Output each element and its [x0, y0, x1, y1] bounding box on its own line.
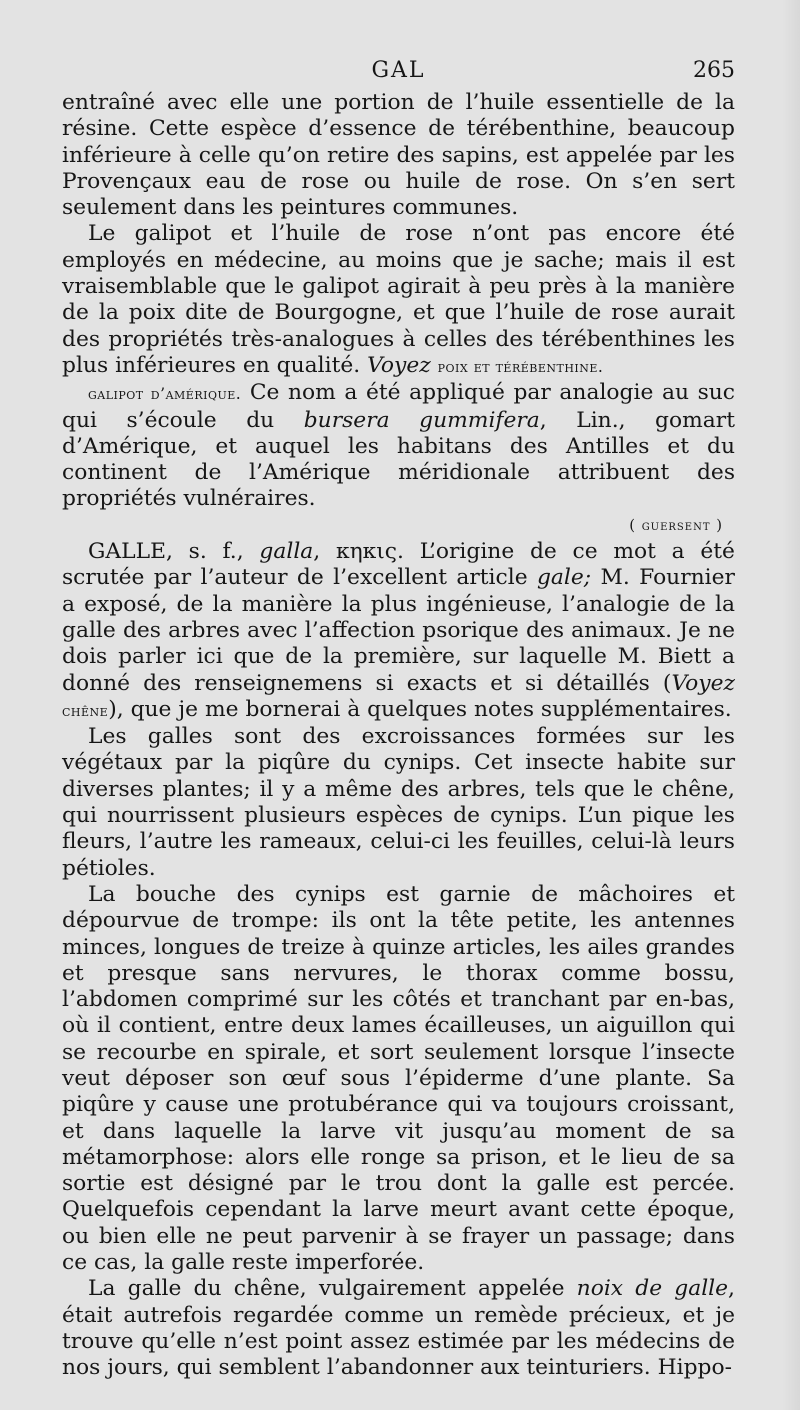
- galle-text-a: L’origine de ce mot a été scrutée par l’auteur de l’excellent article: [62, 539, 735, 591]
- main-text: [62, 90, 735, 1382]
- greek-term: , κηκις.: [313, 539, 404, 565]
- signature-line: [62, 513, 735, 539]
- article-reference: gale;: [536, 565, 592, 591]
- paragraph-galls-description: Les galles sont des excroissances formées sur les végétaux par la piqûre du cynips. Cet insecte habite sur diverses plantes; il y a même des arbres, tels que le chêne, qui nourrissent plusieurs espèces de cynips. L’un pique les fleurs, l’autre les rameaux, celui-ci les feuilles, celui-là leurs pétioles.: [62, 724, 735, 881]
- entry-galipot-amerique: [62, 380, 735, 539]
- entry-text-b: , Lin., gomart d’Amérique, et auquel les habitans des Antilles et du continent de l’Amérique méridionale attribuent des propriétés vulnéraires.: [62, 407, 735, 512]
- running-head: GAL: [371, 58, 426, 83]
- entry-text-a: Ce nom a été appliqué par analogie au suc qui s’écoule du: [62, 380, 735, 433]
- oak-gall-text-b: , était autrefois regardée comme un remède précieux, et je trouve qu’elle n’est point assez estimée par les médecins de nos jours, qui semblent l’abandonner aux teinturiers. Hippo-: [62, 1276, 735, 1381]
- scan-edge-shadow: [782, 0, 800, 1410]
- entry-title: galipot d’amérique.: [88, 384, 242, 404]
- entry-galle: [62, 539, 735, 724]
- latin-term: galla: [259, 539, 314, 565]
- author-signature: ( guersent ): [629, 516, 723, 534]
- paragraph-oak-gall: [62, 1276, 735, 1381]
- species-name: bursera gummifera: [303, 407, 540, 433]
- voyez-reference-label: Voyez: [367, 352, 431, 378]
- page-header: [62, 58, 735, 88]
- galle-text-c: ), que je me bornerai à quelques notes supplémentaires.: [108, 696, 732, 722]
- voyez-label: Voyez: [671, 670, 735, 696]
- paragraph-cynips-anatomy: La bouche des cynips est garnie de mâchoires et dépourvue de trompe: ils ont la tête petite, les antennes minces, longues de treize à quinze articles, les ailes grandes et presque sans nervures, le thorax comme bossu, l’abdomen comprimé sur les côtés et tranchant par en-bas, où il contient, entre deux lames écailleuses, un aiguillon qui se recourbe en spirale, et sort seulement lorsque l’insecte veut déposer son œuf sous l’épiderme d’une plante. Sa piqûre y cause une protubérance qui va toujours croissant, et dans laquelle la larve vit jusqu’au moment de sa métamorphose: alors elle ronge sa prison, et le lieu de sa sortie est désigné par le trou dont la galle est percée. Quelquefois cependant la larve meurt avant cette époque, ou bien elle ne peut parvenir à se frayer un passage; dans ce cas, la galle reste imperforée.: [62, 881, 735, 1276]
- cross-references: poix et térébenthine.: [437, 356, 604, 376]
- paragraph-galipot: [62, 221, 735, 380]
- page-number: 265: [693, 58, 735, 83]
- paragraph-galipot-text: Le galipot et l’huile de rose n’ont pas encore été employés en médecine, au moins que je sache; mais il est vraisemblable que le galipot agirait à peu près à la manière de la poix dite de Bourgogne, et que l’huile de rose aurait des propriétés très-analogues à celles des térébenthines les plus inférieures en qualité.: [62, 221, 735, 378]
- grammar-label: , s. f.,: [166, 539, 244, 565]
- galle-text-b: M. Fournier a exposé, de la manière la plus ingénieuse, l’analogie de la galle des arbres avec l’affection psorique des animaux. Je ne dois parler ici que de la première, sur laquelle M. Biett a donné des renseignemens si exacts et si détaillés (: [62, 565, 735, 696]
- paragraph-essence: entraîné avec elle une portion de l’huile essentielle de la résine. Cette espèce d’essence de térébenthine, beaucoup inférieure à celle qu’on retire des sapins, est appelée par les Provençaux eau de rose ou huile de rose. On s’en sert seulement dans les peintures communes.: [62, 90, 735, 221]
- entry-headword: GALLE: [88, 539, 167, 565]
- chene-reference: chêne: [62, 700, 109, 720]
- oak-gall-text-a: La galle du chêne, vulgairement appelée: [88, 1276, 565, 1302]
- oak-gall-term: noix de galle: [576, 1276, 729, 1302]
